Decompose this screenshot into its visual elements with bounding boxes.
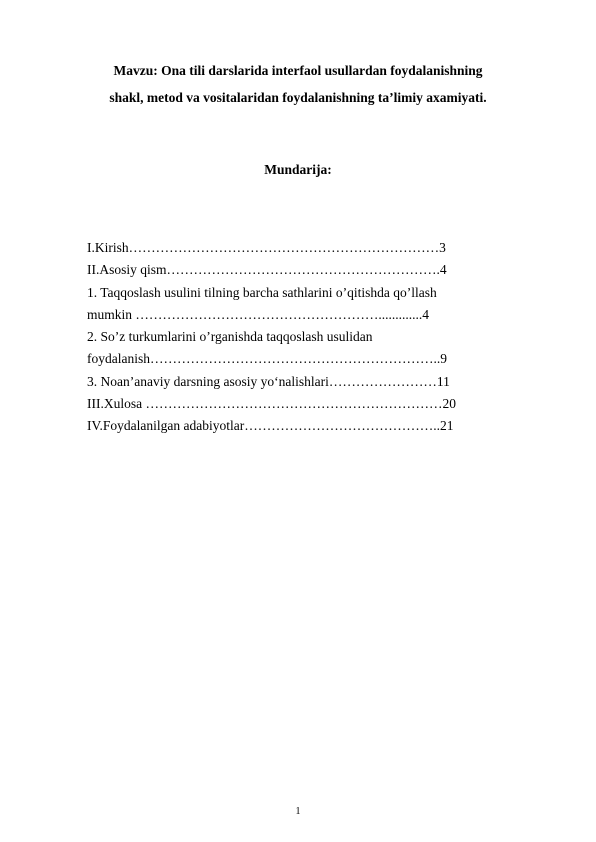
toc-line: foydalanish………………………………………………………..9 <box>87 351 447 367</box>
toc-line: 3. Noan’anaviy darsning asosiy yo‘nalishlari……………………11 <box>87 373 450 389</box>
toc-line: IV.Foydalanilgan adabiyotlar……………………………………..21 <box>87 418 454 434</box>
page-number: 1 <box>295 806 301 817</box>
toc-line: II.Asosiy qism…………………………………………………….4 <box>87 262 447 278</box>
toc-line: mumkin ……………………………………………….............4 <box>87 306 430 322</box>
contents-heading: Mundarija: <box>264 162 332 177</box>
toc-line: III.Xulosa …………………………………………………………20 <box>87 396 456 412</box>
toc-line: 1. Taqqoslash usulini tilning barcha sathlarini o’qitishda qo’llash <box>87 284 437 300</box>
title-line: shakl, metod va vositalaridan foydalanishning ta’limiy axamiyati. <box>109 90 487 105</box>
toc-line: 2. So’z turkumlarini o’rganishda taqqoslash usulidan <box>87 329 373 345</box>
title-line: Mavzu: Ona tili darslarida interfaol usullardan foydalanishning <box>113 63 483 78</box>
toc-line: I.Kirish……………………………………………………………3 <box>87 240 446 255</box>
document-title <box>60 57 536 111</box>
table-of-contents <box>87 237 527 438</box>
